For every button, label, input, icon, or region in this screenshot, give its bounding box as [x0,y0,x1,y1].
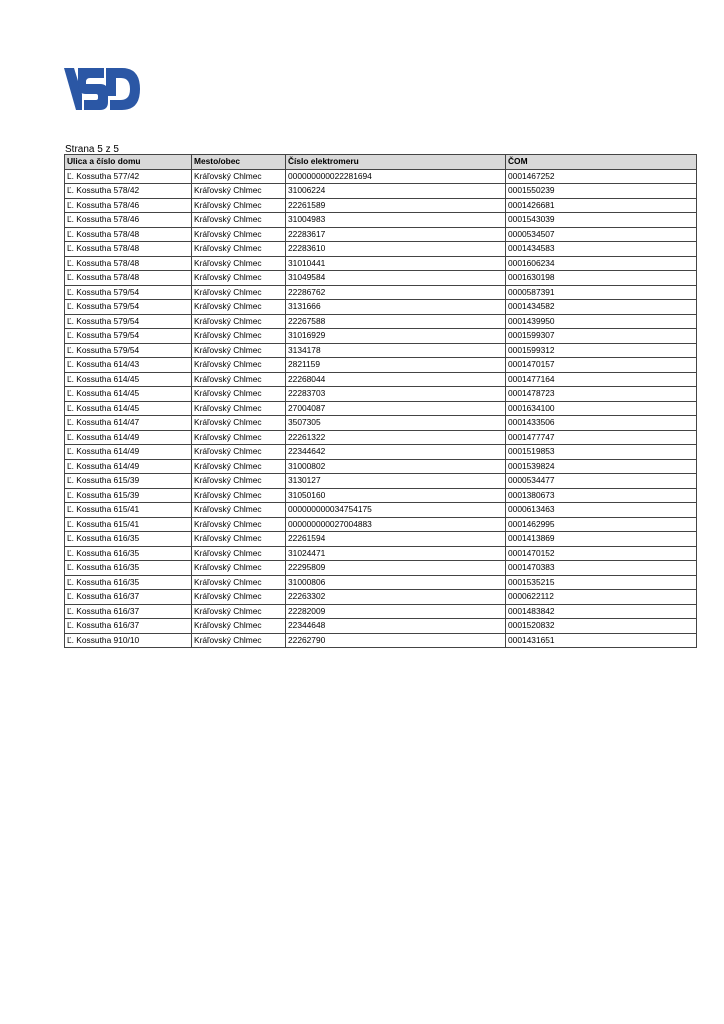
cell-street: Ľ. Kossutha 616/35 [65,561,192,576]
table-row [65,517,697,532]
cell-meter-number: 31006224 [286,184,506,199]
cell-meter-number: 2821159 [286,358,506,373]
vsd-logo [64,66,140,112]
table-row [65,169,697,184]
meter-table [64,154,697,648]
table-row [65,459,697,474]
cell-street: Ľ. Kossutha 578/42 [65,184,192,199]
cell-com: 0001470157 [506,358,697,373]
cell-meter-number: 22268044 [286,372,506,387]
cell-street: Ľ. Kossutha 578/46 [65,198,192,213]
cell-com: 0001470383 [506,561,697,576]
cell-city: Kráľovský Chlmec [192,488,286,503]
cell-com: 0001634100 [506,401,697,416]
cell-com: 0001478723 [506,387,697,402]
cell-com: 0001630198 [506,271,697,286]
cell-street: Ľ. Kossutha 616/37 [65,619,192,634]
cell-city: Kráľovský Chlmec [192,459,286,474]
cell-city: Kráľovský Chlmec [192,343,286,358]
table-row [65,256,697,271]
cell-street: Ľ. Kossutha 910/10 [65,633,192,648]
cell-street: Ľ. Kossutha 578/46 [65,213,192,228]
table-row [65,619,697,634]
cell-com: 0001433506 [506,416,697,431]
cell-com: 0001543039 [506,213,697,228]
cell-city: Kráľovský Chlmec [192,517,286,532]
cell-street: Ľ. Kossutha 579/54 [65,343,192,358]
cell-meter-number: 31010441 [286,256,506,271]
cell-city: Kráľovský Chlmec [192,329,286,344]
cell-city: Kráľovský Chlmec [192,314,286,329]
cell-city: Kráľovský Chlmec [192,546,286,561]
table-row [65,546,697,561]
cell-street: Ľ. Kossutha 616/37 [65,604,192,619]
cell-meter-number: 22344642 [286,445,506,460]
table-row [65,561,697,576]
cell-meter-number: 22261594 [286,532,506,547]
cell-meter-number: 3130127 [286,474,506,489]
table-row [65,198,697,213]
cell-meter-number: 22263302 [286,590,506,605]
cell-street: Ľ. Kossutha 578/48 [65,227,192,242]
table-row [65,532,697,547]
cell-meter-number: 31000806 [286,575,506,590]
header-com: ČOM [506,155,697,170]
cell-city: Kráľovský Chlmec [192,445,286,460]
cell-meter-number: 22283610 [286,242,506,257]
cell-city: Kráľovský Chlmec [192,387,286,402]
cell-meter-number: 22283617 [286,227,506,242]
table-row [65,575,697,590]
cell-city: Kráľovský Chlmec [192,256,286,271]
table-row [65,633,697,648]
cell-meter-number: 3507305 [286,416,506,431]
cell-city: Kráľovský Chlmec [192,575,286,590]
cell-street: Ľ. Kossutha 614/45 [65,372,192,387]
table-row [65,445,697,460]
cell-city: Kráľovský Chlmec [192,633,286,648]
cell-street: Ľ. Kossutha 616/35 [65,546,192,561]
cell-city: Kráľovský Chlmec [192,590,286,605]
cell-meter-number: 22286762 [286,285,506,300]
cell-com: 0001439950 [506,314,697,329]
cell-com: 0001380673 [506,488,697,503]
table-row [65,372,697,387]
cell-city: Kráľovský Chlmec [192,271,286,286]
cell-street: Ľ. Kossutha 579/54 [65,300,192,315]
cell-street: Ľ. Kossutha 578/48 [65,271,192,286]
cell-com: 0001462995 [506,517,697,532]
cell-meter-number: 000000000027004883 [286,517,506,532]
cell-meter-number: 22295809 [286,561,506,576]
cell-city: Kráľovský Chlmec [192,619,286,634]
table-row [65,401,697,416]
table-row [65,503,697,518]
cell-meter-number: 31004983 [286,213,506,228]
cell-street: Ľ. Kossutha 614/49 [65,459,192,474]
cell-meter-number: 22261322 [286,430,506,445]
table-row [65,242,697,257]
cell-city: Kráľovský Chlmec [192,227,286,242]
cell-street: Ľ. Kossutha 616/35 [65,532,192,547]
page-label: Strana 5 z 5 [65,144,119,155]
table-row [65,430,697,445]
cell-meter-number: 22344648 [286,619,506,634]
cell-city: Kráľovský Chlmec [192,285,286,300]
cell-meter-number: 31049584 [286,271,506,286]
table-row [65,604,697,619]
cell-city: Kráľovský Chlmec [192,604,286,619]
cell-street: Ľ. Kossutha 579/54 [65,314,192,329]
table-header-row [65,155,697,170]
cell-com: 0001431651 [506,633,697,648]
cell-city: Kráľovský Chlmec [192,416,286,431]
cell-street: Ľ. Kossutha 614/49 [65,445,192,460]
cell-meter-number: 000000000034754175 [286,503,506,518]
cell-city: Kráľovský Chlmec [192,169,286,184]
cell-street: Ľ. Kossutha 615/41 [65,517,192,532]
cell-com: 0001599307 [506,329,697,344]
cell-com: 0000613463 [506,503,697,518]
header-street: Ulica a číslo domu [65,155,192,170]
cell-meter-number: 22267588 [286,314,506,329]
cell-city: Kráľovský Chlmec [192,532,286,547]
cell-city: Kráľovský Chlmec [192,300,286,315]
cell-city: Kráľovský Chlmec [192,401,286,416]
table-row [65,590,697,605]
cell-com: 0001599312 [506,343,697,358]
cell-meter-number: 3134178 [286,343,506,358]
table-row [65,416,697,431]
cell-com: 0000587391 [506,285,697,300]
cell-com: 0001606234 [506,256,697,271]
cell-street: Ľ. Kossutha 577/42 [65,169,192,184]
table-row [65,329,697,344]
cell-street: Ľ. Kossutha 616/35 [65,575,192,590]
cell-street: Ľ. Kossutha 615/41 [65,503,192,518]
header-meter-number: Číslo elektromeru [286,155,506,170]
cell-meter-number: 22282009 [286,604,506,619]
cell-com: 0001434583 [506,242,697,257]
cell-meter-number: 31024471 [286,546,506,561]
cell-meter-number: 22261589 [286,198,506,213]
cell-com: 0001426681 [506,198,697,213]
cell-city: Kráľovský Chlmec [192,213,286,228]
cell-street: Ľ. Kossutha 614/45 [65,401,192,416]
table-row [65,358,697,373]
cell-street: Ľ. Kossutha 614/45 [65,387,192,402]
table-row [65,387,697,402]
cell-street: Ľ. Kossutha 615/39 [65,474,192,489]
cell-meter-number: 31000802 [286,459,506,474]
cell-com: 0001539824 [506,459,697,474]
header-city: Mesto/obec [192,155,286,170]
cell-street: Ľ. Kossutha 579/54 [65,285,192,300]
cell-meter-number: 22262790 [286,633,506,648]
cell-com: 0001467252 [506,169,697,184]
table-row [65,300,697,315]
cell-com: 0001477164 [506,372,697,387]
cell-meter-number: 000000000022281694 [286,169,506,184]
cell-city: Kráľovský Chlmec [192,503,286,518]
cell-com: 0000622112 [506,590,697,605]
cell-com: 0001470152 [506,546,697,561]
cell-street: Ľ. Kossutha 578/48 [65,242,192,257]
cell-city: Kráľovský Chlmec [192,372,286,387]
cell-com: 0001535215 [506,575,697,590]
cell-street: Ľ. Kossutha 616/37 [65,590,192,605]
cell-city: Kráľovský Chlmec [192,184,286,199]
cell-meter-number: 27004087 [286,401,506,416]
cell-city: Kráľovský Chlmec [192,242,286,257]
cell-com: 0001477747 [506,430,697,445]
cell-city: Kráľovský Chlmec [192,358,286,373]
cell-street: Ľ. Kossutha 615/39 [65,488,192,503]
cell-street: Ľ. Kossutha 614/43 [65,358,192,373]
cell-city: Kráľovský Chlmec [192,198,286,213]
cell-city: Kráľovský Chlmec [192,561,286,576]
cell-street: Ľ. Kossutha 579/54 [65,329,192,344]
cell-com: 0001434582 [506,300,697,315]
table-row [65,271,697,286]
cell-city: Kráľovský Chlmec [192,474,286,489]
table-row [65,213,697,228]
table-row [65,343,697,358]
cell-com: 0001483842 [506,604,697,619]
cell-com: 0001519853 [506,445,697,460]
cell-meter-number: 31016929 [286,329,506,344]
cell-com: 0001520832 [506,619,697,634]
cell-meter-number: 3131666 [286,300,506,315]
table-row [65,285,697,300]
cell-com: 0000534507 [506,227,697,242]
table-row [65,184,697,199]
table-row [65,474,697,489]
cell-street: Ľ. Kossutha 614/47 [65,416,192,431]
cell-meter-number: 22283703 [286,387,506,402]
table-row [65,314,697,329]
cell-city: Kráľovský Chlmec [192,430,286,445]
cell-street: Ľ. Kossutha 614/49 [65,430,192,445]
cell-meter-number: 31050160 [286,488,506,503]
table-row [65,488,697,503]
cell-com: 0001413869 [506,532,697,547]
table-row [65,227,697,242]
cell-com: 0001550239 [506,184,697,199]
cell-street: Ľ. Kossutha 578/48 [65,256,192,271]
cell-com: 0000534477 [506,474,697,489]
